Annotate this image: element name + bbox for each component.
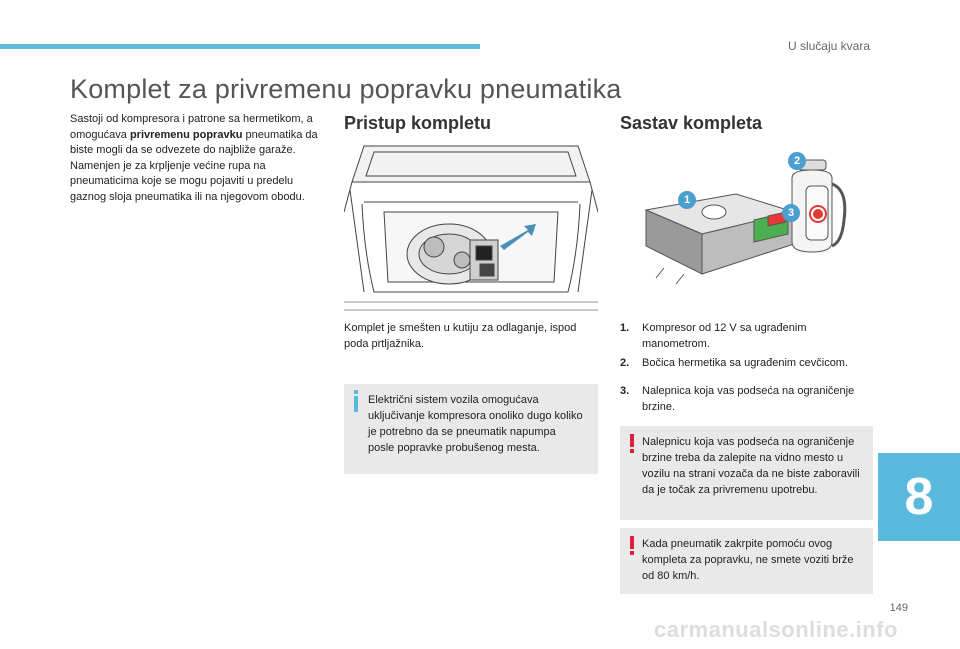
intro-paragraph-2: Namenjen je za krpljenje većine rupa na pneumaticima koje se mogu pojaviti u predelu gaznog sloja pneumatika ili na njegovom obodu. <box>70 159 305 203</box>
intro-text-2: pneumatika da biste mogli da se odvezete do najbliže garaže. <box>70 128 318 157</box>
access-heading: Pristup kompletu <box>344 113 492 133</box>
intro-bold: privremenu popravku <box>129 128 243 141</box>
list-item <box>620 320 872 352</box>
intro-text-1: Sastoji od kompresora i patrone sa hermetikom, a omogućava <box>70 113 313 141</box>
callout-2: 2 <box>788 152 806 170</box>
header-accent-bar <box>0 44 480 49</box>
warning-icon-dot <box>630 551 634 555</box>
warning-icon <box>630 434 634 447</box>
kit-location-text: Komplet je smešten u kutiju za odlaganje, ispod poda prtljažnika. <box>344 322 577 350</box>
warning-box-1 <box>620 426 873 520</box>
list-item-text: Nalepnica koja vas podseća na ograničenje brzine. <box>642 385 855 413</box>
info-note-text: Električni sistem vozila omogućava uključivanje kompresora onoliko dugo koliko je potrebno da se pneumatik napumpa posle popravke probušenog mesta. <box>368 394 583 454</box>
list-item-number: 2. <box>620 357 630 369</box>
info-icon-dot <box>354 390 358 394</box>
warning-box-2 <box>620 528 873 594</box>
page-title: Komplet za privremenu popravku pneumatika <box>70 74 622 104</box>
kit-drawing <box>636 150 862 290</box>
trunk-drawing <box>344 142 598 316</box>
info-icon <box>354 396 358 412</box>
watermark: carmanualsonline.info <box>654 617 898 642</box>
info-note-box <box>344 384 598 474</box>
list-item-number: 1. <box>620 322 630 334</box>
list-item-text: Kompresor od 12 V sa ugrađenim manometrom. <box>642 322 807 350</box>
list-item-number: 3. <box>620 385 630 397</box>
callout-1: 1 <box>678 191 696 209</box>
warning-text-2: Kada pneumatik zakrpite pomoću ovog kompleta za popravku, ne smete voziti brže od 80 km/h. <box>642 538 854 582</box>
intro-text <box>70 112 320 206</box>
chapter-tab: 8 <box>878 453 960 541</box>
warning-icon <box>630 536 634 549</box>
kit-illustration <box>636 150 862 290</box>
callout-3: 3 <box>782 204 800 222</box>
list-item <box>620 355 872 371</box>
warning-icon-dot <box>630 449 634 453</box>
warning-text-1: Nalepnicu koja vas podseća na ograničenje brzine treba da zalepite na vidno mesto u vozilu na strani vozača da ne biste zaboravili da je točak za privremenu upotrebu. <box>642 436 860 496</box>
contents-heading: Sastav kompleta <box>620 113 763 133</box>
list-item <box>620 383 872 415</box>
page-number: 149 <box>889 602 908 614</box>
trunk-illustration <box>344 142 598 316</box>
list-item-text: Bočica hermetika sa ugrađenim cevčicom. <box>642 357 849 369</box>
intro-paragraph-1 <box>70 112 320 159</box>
section-title: U slučaju kvara <box>787 39 870 53</box>
